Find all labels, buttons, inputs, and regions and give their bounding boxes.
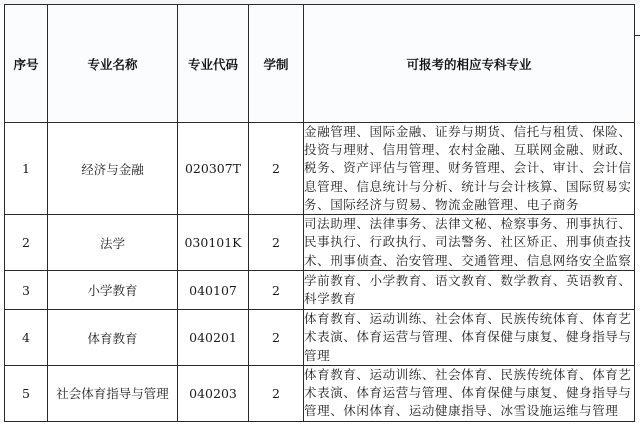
- cell-major-code: 040203: [178, 366, 249, 422]
- cell-duration: 2: [249, 123, 304, 215]
- cell-duration: 2: [249, 366, 304, 422]
- cell-eligible-majors: 司法助理、法律事务、法律文秘、检察事务、刑事执行、民事执行、行政执行、司法警务、社区矫正、刑事侦查技术、刑事侦查、治安管理、交通管理、信息网络安全监察: [304, 215, 635, 271]
- cell-duration: 2: [249, 310, 304, 366]
- header-major-name: 专业名称: [48, 5, 178, 123]
- cell-major-code: 040201: [178, 310, 249, 366]
- cell-seq: 1: [5, 123, 48, 215]
- cell-major-name: 社会体育指导与管理: [48, 366, 178, 422]
- cell-duration: 2: [249, 271, 304, 310]
- table-row: [5, 271, 635, 310]
- table-row: [5, 123, 635, 215]
- cell-major-name: 小学教育: [48, 271, 178, 310]
- cell-major-code: 020307T: [178, 123, 249, 215]
- table-row: [5, 366, 635, 422]
- table-row: [5, 310, 635, 366]
- header-major-code: 专业代码: [178, 5, 249, 123]
- header-row: [5, 5, 635, 123]
- header-duration: 学制: [249, 5, 304, 123]
- truncated-next-column: [634, 4, 640, 420]
- cell-seq: 2: [5, 215, 48, 271]
- cell-seq: 4: [5, 310, 48, 366]
- truncated-column-divider: [634, 35, 640, 36]
- cell-eligible-majors: 金融管理、国际金融、证券与期货、信托与租赁、保险、投资与理财、信用管理、农村金融、互联网金融、财政、税务、资产评估与管理、财务管理、会计、审计、会计信息管理、信息统计与分析、统计与会计核算、国际贸易实务、国际经济与贸易、物流金融管理、电子商务: [304, 123, 635, 215]
- cell-major-name: 经济与金融: [48, 123, 178, 215]
- cell-major-name: 法学: [48, 215, 178, 271]
- cell-eligible-majors: 学前教育、小学教育、语文教育、数学教育、英语教育、科学教育: [304, 271, 635, 310]
- cell-major-code: 030101K: [178, 215, 249, 271]
- header-seq: 序号: [5, 5, 48, 123]
- cell-seq: 3: [5, 271, 48, 310]
- cell-major-code: 040107: [178, 271, 249, 310]
- cell-major-name: 体育教育: [48, 310, 178, 366]
- majors-table: [4, 4, 635, 422]
- table-row: [5, 215, 635, 271]
- cell-eligible-majors: 体育教育、运动训练、社会体育、民族传统体育、体育艺术表演、体育运营与管理、体育保健与康复、健身指导与管理: [304, 310, 635, 366]
- cell-duration: 2: [249, 215, 304, 271]
- header-eligible-majors: 可报考的相应专科专业: [304, 5, 635, 123]
- cell-seq: 5: [5, 366, 48, 422]
- cell-eligible-majors: 体育教育、运动训练、社会体育、民族传统体育、体育艺术表演、体育运营与管理、体育保健与康复、健身指导与管理、休闲体育、运动健康指导、冰雪设施运维与管理: [304, 366, 635, 422]
